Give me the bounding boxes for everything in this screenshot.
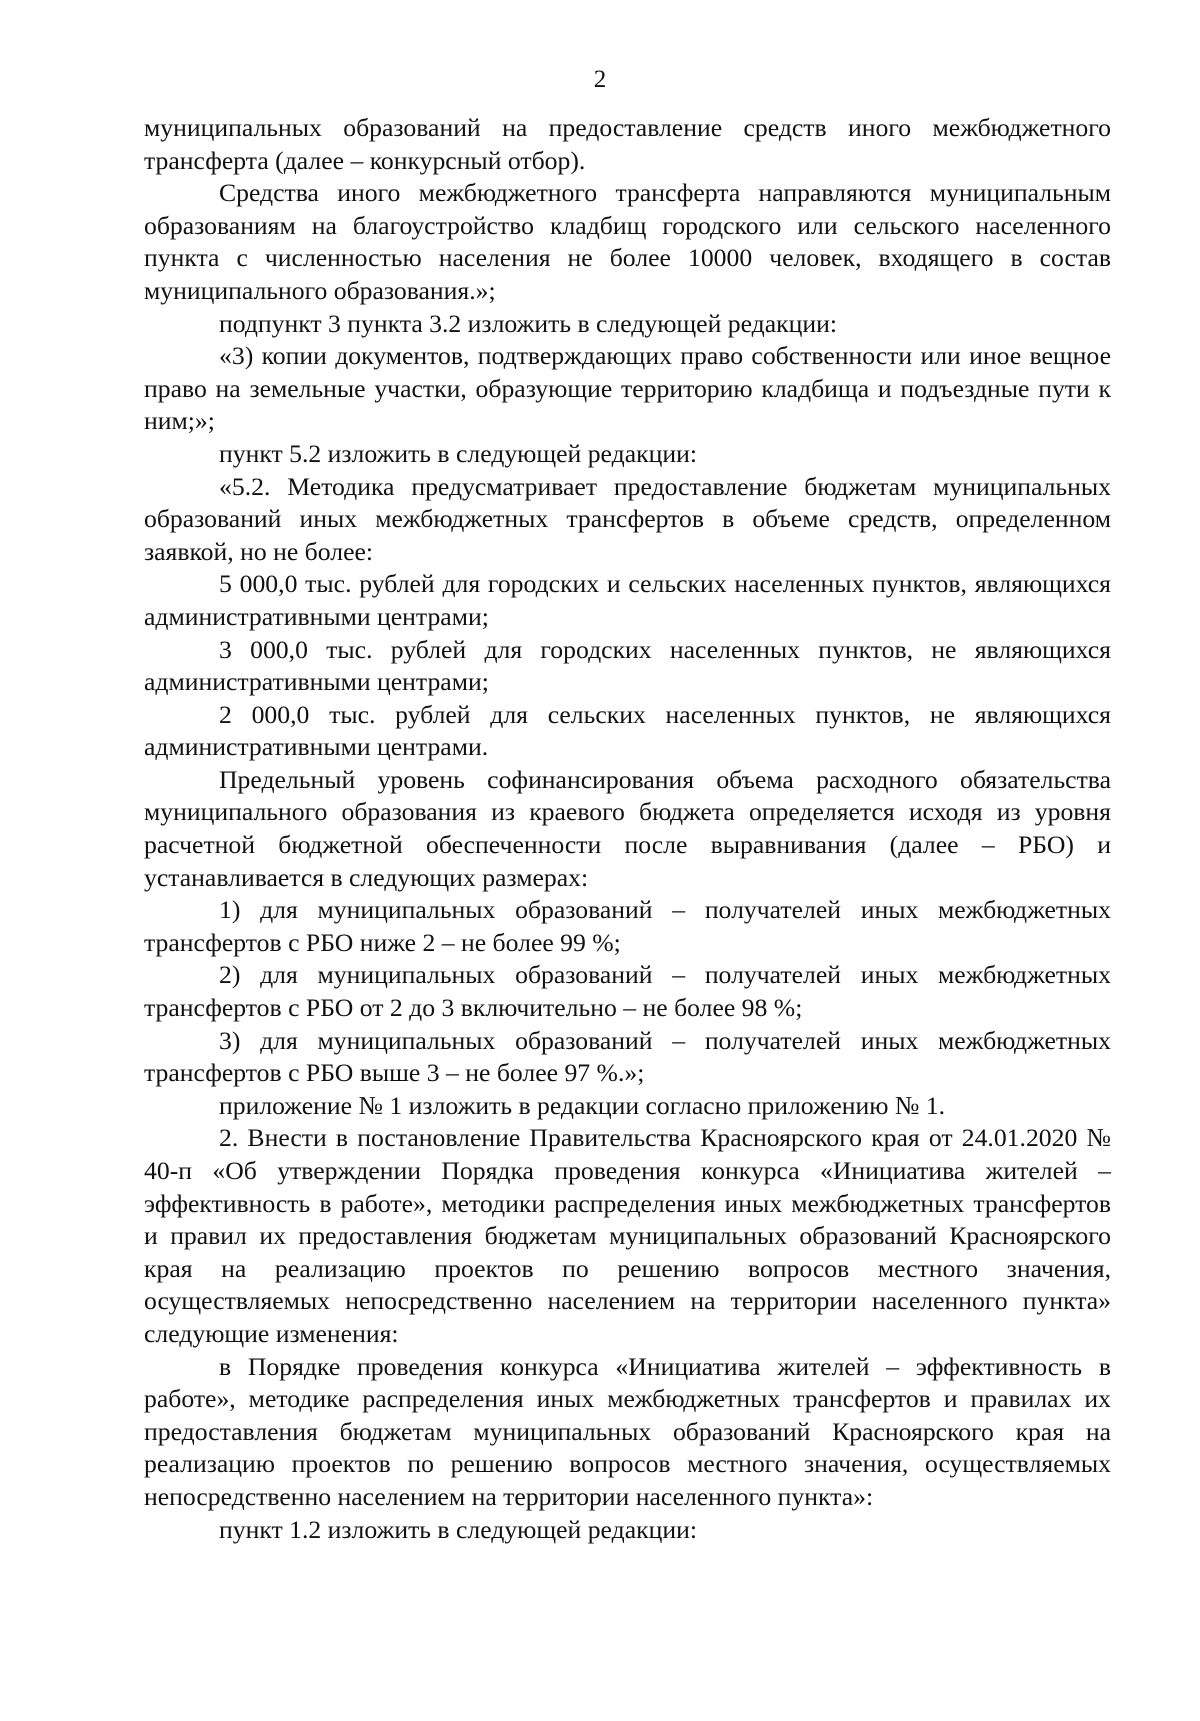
- paragraph: приложение № 1 изложить в редакции согласно приложению № 1.: [219, 1090, 946, 1120]
- page-number: 2: [593, 66, 607, 93]
- paragraph: 2 000,0 тыс. рублей для сельских населенных пунктов, не являющихся административными центрами.: [144, 699, 1111, 762]
- paragraph: Предельный уровень софинансирования объема расходного обязательства муниципального образования из краевого бюджета определяется исходя из уровня расчетной бюджетной обеспеченности после выравнивания (далее – РБО) и устанавливается в следующих размерах:: [144, 764, 1111, 892]
- paragraph: 5 000,0 тыс. рублей для городских и сельских населенных пунктов, являющихся административными центрами;: [144, 569, 1111, 631]
- list-item: 3) для муниципальных образований – получателей иных межбюджетных трансфертов с РБО выше 3 – не более 97 %.»;: [144, 1025, 1111, 1088]
- list-item: 2) для муниципальных образований – получателей иных межбюджетных трансфертов с РБО от 2 до 3 включительно – не более 98 %;: [144, 960, 1111, 1023]
- paragraph: 2. Внести в постановление Правительства Красноярского края от 24.01.2020 № 40-п «Об утверждении Порядка проведения конкурса «Инициатива жителей – эффективность в работе», методики распределения иных межбюджетных трансфертов и правил их предоставления бюджетам муниципальных образований Красноярского края на реализацию проектов по решению вопросов местного значения, осуществляемых непосредственно населением на территории населенного пункта» следующие изменения:: [144, 1123, 1111, 1348]
- paragraph: «3) копии документов, подтверждающих право собственности или иное вещное право на земельные участки, образующие территорию кладбища и подъездные пути к ним;»;: [144, 341, 1111, 436]
- paragraph: Средства иного межбюджетного трансферта направляются муниципальным образованиям на благоустройство кладбищ городского или сельского населенного пункта с численностью населения не более 10000 человек, входящего в состав муниципального образования.»;: [144, 178, 1111, 305]
- paragraph: пункт 5.2 изложить в следующей редакции:: [219, 438, 697, 468]
- paragraph: подпункт 3 пункта 3.2 изложить в следующей редакции:: [219, 308, 837, 338]
- paragraph: муниципальных образований на предоставление средств иного межбюджетного трансферта (далее – конкурсный отбор).: [144, 113, 1111, 175]
- list-item: 1) для муниципальных образований – получателей иных межбюджетных трансфертов с РБО ниже 2 – не более 99 %;: [144, 895, 1111, 957]
- paragraph: в Порядке проведения конкурса «Инициатива жителей – эффективность в работе», методике распределения иных межбюджетных трансфертов и правилах их предоставления бюджетам муниципальных образований Красноярского края на реализацию проектов по решению вопросов местного значения, осуществляемых непосредственно населением на территории населенного пункта»:: [144, 1351, 1111, 1511]
- paragraph: пункт 1.2 изложить в следующей редакции:: [219, 1514, 697, 1544]
- paragraph: «5.2. Методика предусматривает предоставление бюджетам муниципальных образований иных межбюджетных трансфертов в объеме средств, определенном заявкой, но не более:: [144, 471, 1111, 566]
- document-body: [144, 112, 1111, 1546]
- paragraph: 3 000,0 тыс. рублей для городских населенных пунктов, не являющихся административными центрами;: [144, 634, 1111, 697]
